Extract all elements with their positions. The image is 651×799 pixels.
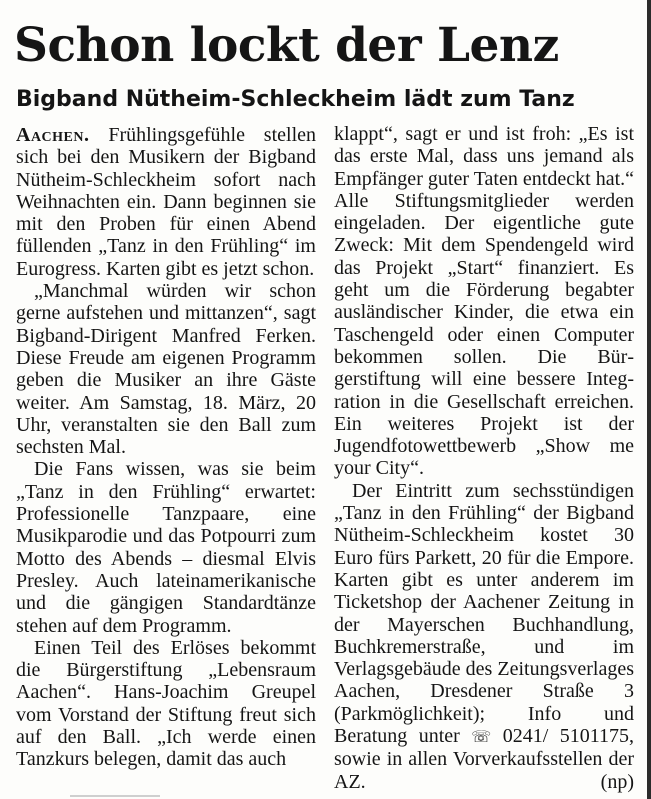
subheadline-bold: Bigband Nütheim-Schleckheim xyxy=(16,87,397,112)
paragraph-4: Einen Teil des Erlöses bekommt die Bürgerstiftung „Lebensraum Aachen“. Hans-Joachim Greupel vom Vorstand der Stiftung freut sich auf den Ball. „Ich werde einen Tanzkurs belegen, damit das auch xyxy=(16,636,316,771)
right-column xyxy=(334,123,634,793)
paragraph-3: Die Fans wissen, was sie beim „Tanz in den Frühling“ erwartet: Professionelle Tanzpaare, eine Musikparodie und das Potpourri zum Motto des Abends – diesmal Elvis Presley. Auch lateinamerikanische und die gängigen Standardtänze stehen auf dem Programm. xyxy=(16,458,316,637)
author-credit: (np) xyxy=(600,770,634,793)
paragraph-5: klappt“, sagt er und ist froh: „Es ist das erste Mal, dass uns jemand als Empfänger guter Taten entdeckt hat.“ Alle Stiftungsmitglieder werden eingeladen. Der eigentliche gute Zweck: Mit dem Spendengeld wird das Projekt „Start“ finanziert. Es geht um die Förderung begabter ausländischer Kinder, die etwa ein Taschengeld oder einen Computer bekommen sollen. Die Bürgerstiftung will eine bessere Integration in die Gesellschaft erreichen. Ein weiteres Projekt ist der Jugendfotowettbewerb „Show me your City“. xyxy=(334,123,634,480)
paragraph-1-text: Frühlingsgefühle stellen sich bei den Musikern der Bigband Nütheim-Schleckheim sofort nach Weihnachten ein. Dann beginnen sie mit den Proben für einen Abend füllenden „Tanz in den Frühling“ im Eurogress. Karten gibt es jetzt schon. xyxy=(16,124,316,280)
phone-icon: ☏ xyxy=(471,727,492,747)
paragraph-6-end: 0241/ 5101175, sowie in allen Vorverkaufsstellen der AZ. xyxy=(334,725,634,793)
paragraph-6 xyxy=(334,480,634,793)
paragraph-2: „Manchmal würden wir schon gerne aufstehen und mittanzen“, sagt Bigband-Dirigent Manfred Ferken. Diese Freude am eigenen Programm geben die Musiker an ihre Gäste weiter. Am Samstag, 18. März, 20 Uhr, veranstalten sie den Ball zum sechsten Mal. xyxy=(16,280,316,459)
scan-edge xyxy=(647,0,651,799)
paragraph-6-text: Der Eintritt zum sechsstündigen „Tanz in den Frühling“ der Bigband Nütheim-Schleckheim kostet 30 Euro fürs Parkett, 20 für die Empore. Karten gibt es unter anderem im Ticketshop der Aachener Zeitung in der Mayerschen Buchhandlung, Buchkremerstraße, und im Verlagsgebäude des Zeitungsverlages Aachen, Dresdener Straße 3 (Parkmöglichkeit); Info und Beratung unter xyxy=(334,479,634,748)
paragraph-1 xyxy=(16,124,316,280)
subheadline xyxy=(16,86,575,114)
subheadline-rest: lädt zum Tanz xyxy=(396,87,575,112)
headline: Schon lockt der Lenz xyxy=(14,18,559,73)
scan-mark xyxy=(70,795,160,797)
dateline: Aachen. xyxy=(16,124,90,146)
left-column xyxy=(16,124,316,771)
